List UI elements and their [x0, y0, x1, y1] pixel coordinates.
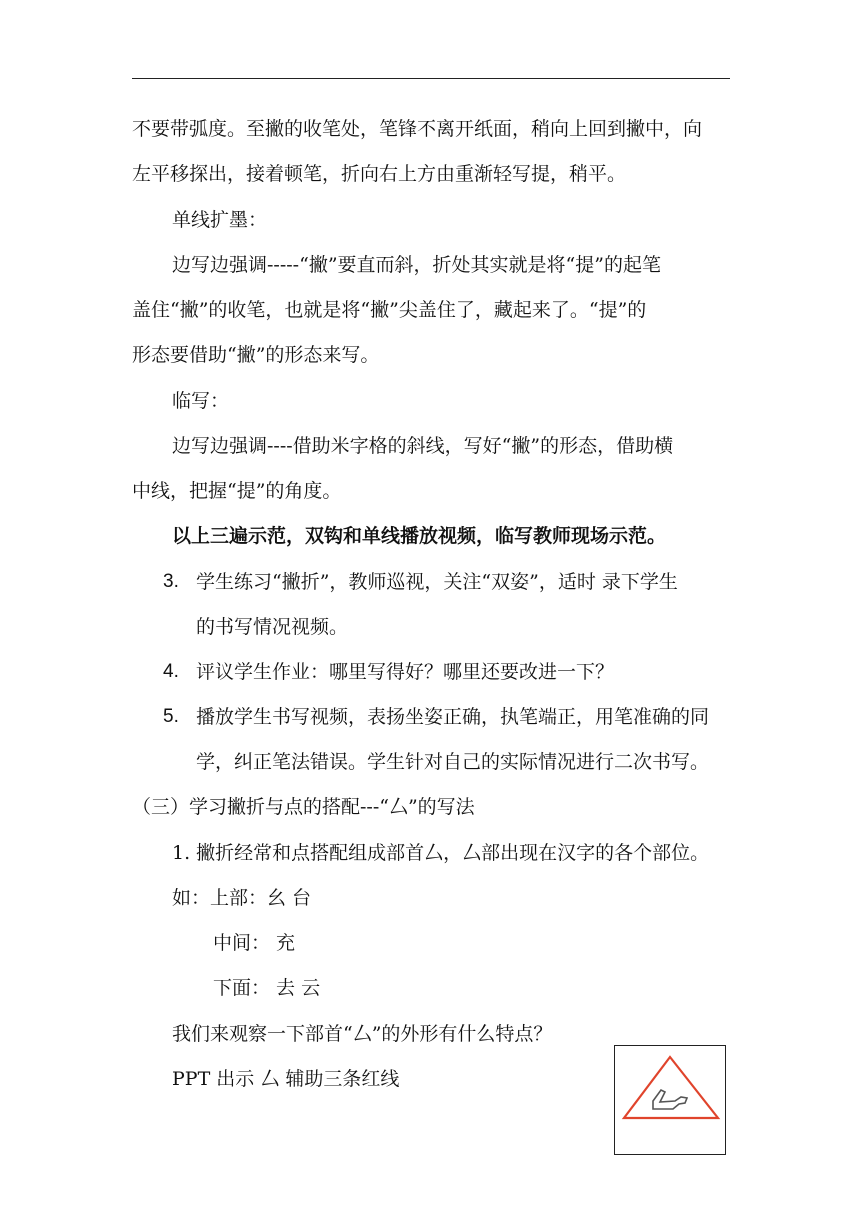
example-middle: 中间： 充 — [213, 932, 296, 954]
list-number: 5. — [163, 706, 179, 727]
list-item: 播放学生书写视频，表扬坐姿正确，执笔端正，用笔准确的同 — [196, 706, 710, 728]
radical-figure — [614, 1045, 726, 1155]
bold-note: 以上三遍示范，双钩和单线播放视频，临写教师现场示范。 — [172, 525, 667, 547]
list-item-continued: 学，纠正笔法错误。学生针对自己的实际情况进行二次书写。 — [196, 751, 710, 773]
paragraph-line: 边写边强调----借助米字格的斜线，写好“撇”的形态，借助横 — [172, 435, 674, 457]
ppt-line: PPT 出示 厶 辅助三条红线 — [172, 1068, 400, 1090]
section-heading: （三）学习撇折与点的搭配---“厶”的写法 — [132, 796, 475, 818]
list-item-continued: 的书写情况视频。 — [196, 616, 349, 638]
paragraph-line: 中线，把握“提”的角度。 — [132, 480, 342, 502]
paragraph-line: 形态要借助“撇”的形态来写。 — [132, 344, 380, 366]
numbered-item: 1. 撇折经常和点搭配组成部首厶，厶部出现在汉字的各个部位。 — [172, 842, 710, 864]
subheading-copy: 临写： — [172, 390, 230, 412]
paragraph-line: 左平移探出，接着顿笔，折向右上方由重渐轻写提，稍平。 — [132, 163, 627, 185]
paragraph-line: 盖住“撇”的收笔，也就是将“撇”尖盖住了，藏起来了。“提”的 — [132, 299, 647, 321]
triangle-radical-icon — [615, 1046, 724, 1153]
list-item: 学生练习“撇折”，教师巡视，关注“双姿”，适时 录下学生 — [196, 571, 678, 593]
list-number: 3. — [163, 571, 179, 592]
list-item: 评议学生作业：哪里写得好？哪里还要改进一下？ — [196, 661, 615, 683]
subheading-single-line: 单线扩墨： — [172, 209, 268, 231]
radical-glyph — [653, 1090, 687, 1109]
paragraph-line: 不要带弧度。至撇的收笔处，笔锋不离开纸面，稍向上回到撇中，向 — [132, 118, 703, 140]
header-rule — [132, 78, 730, 79]
question-line: 我们来观察一下部首“厶”的外形有什么特点？ — [172, 1023, 553, 1045]
list-number: 4. — [163, 661, 179, 682]
paragraph-line: 边写边强调-----“撇”要直而斜，折处其实就是将“提”的起笔 — [172, 254, 661, 276]
example-top: 如：上部：幺 台 — [172, 887, 312, 909]
example-bottom: 下面： 去 云 — [213, 977, 321, 999]
